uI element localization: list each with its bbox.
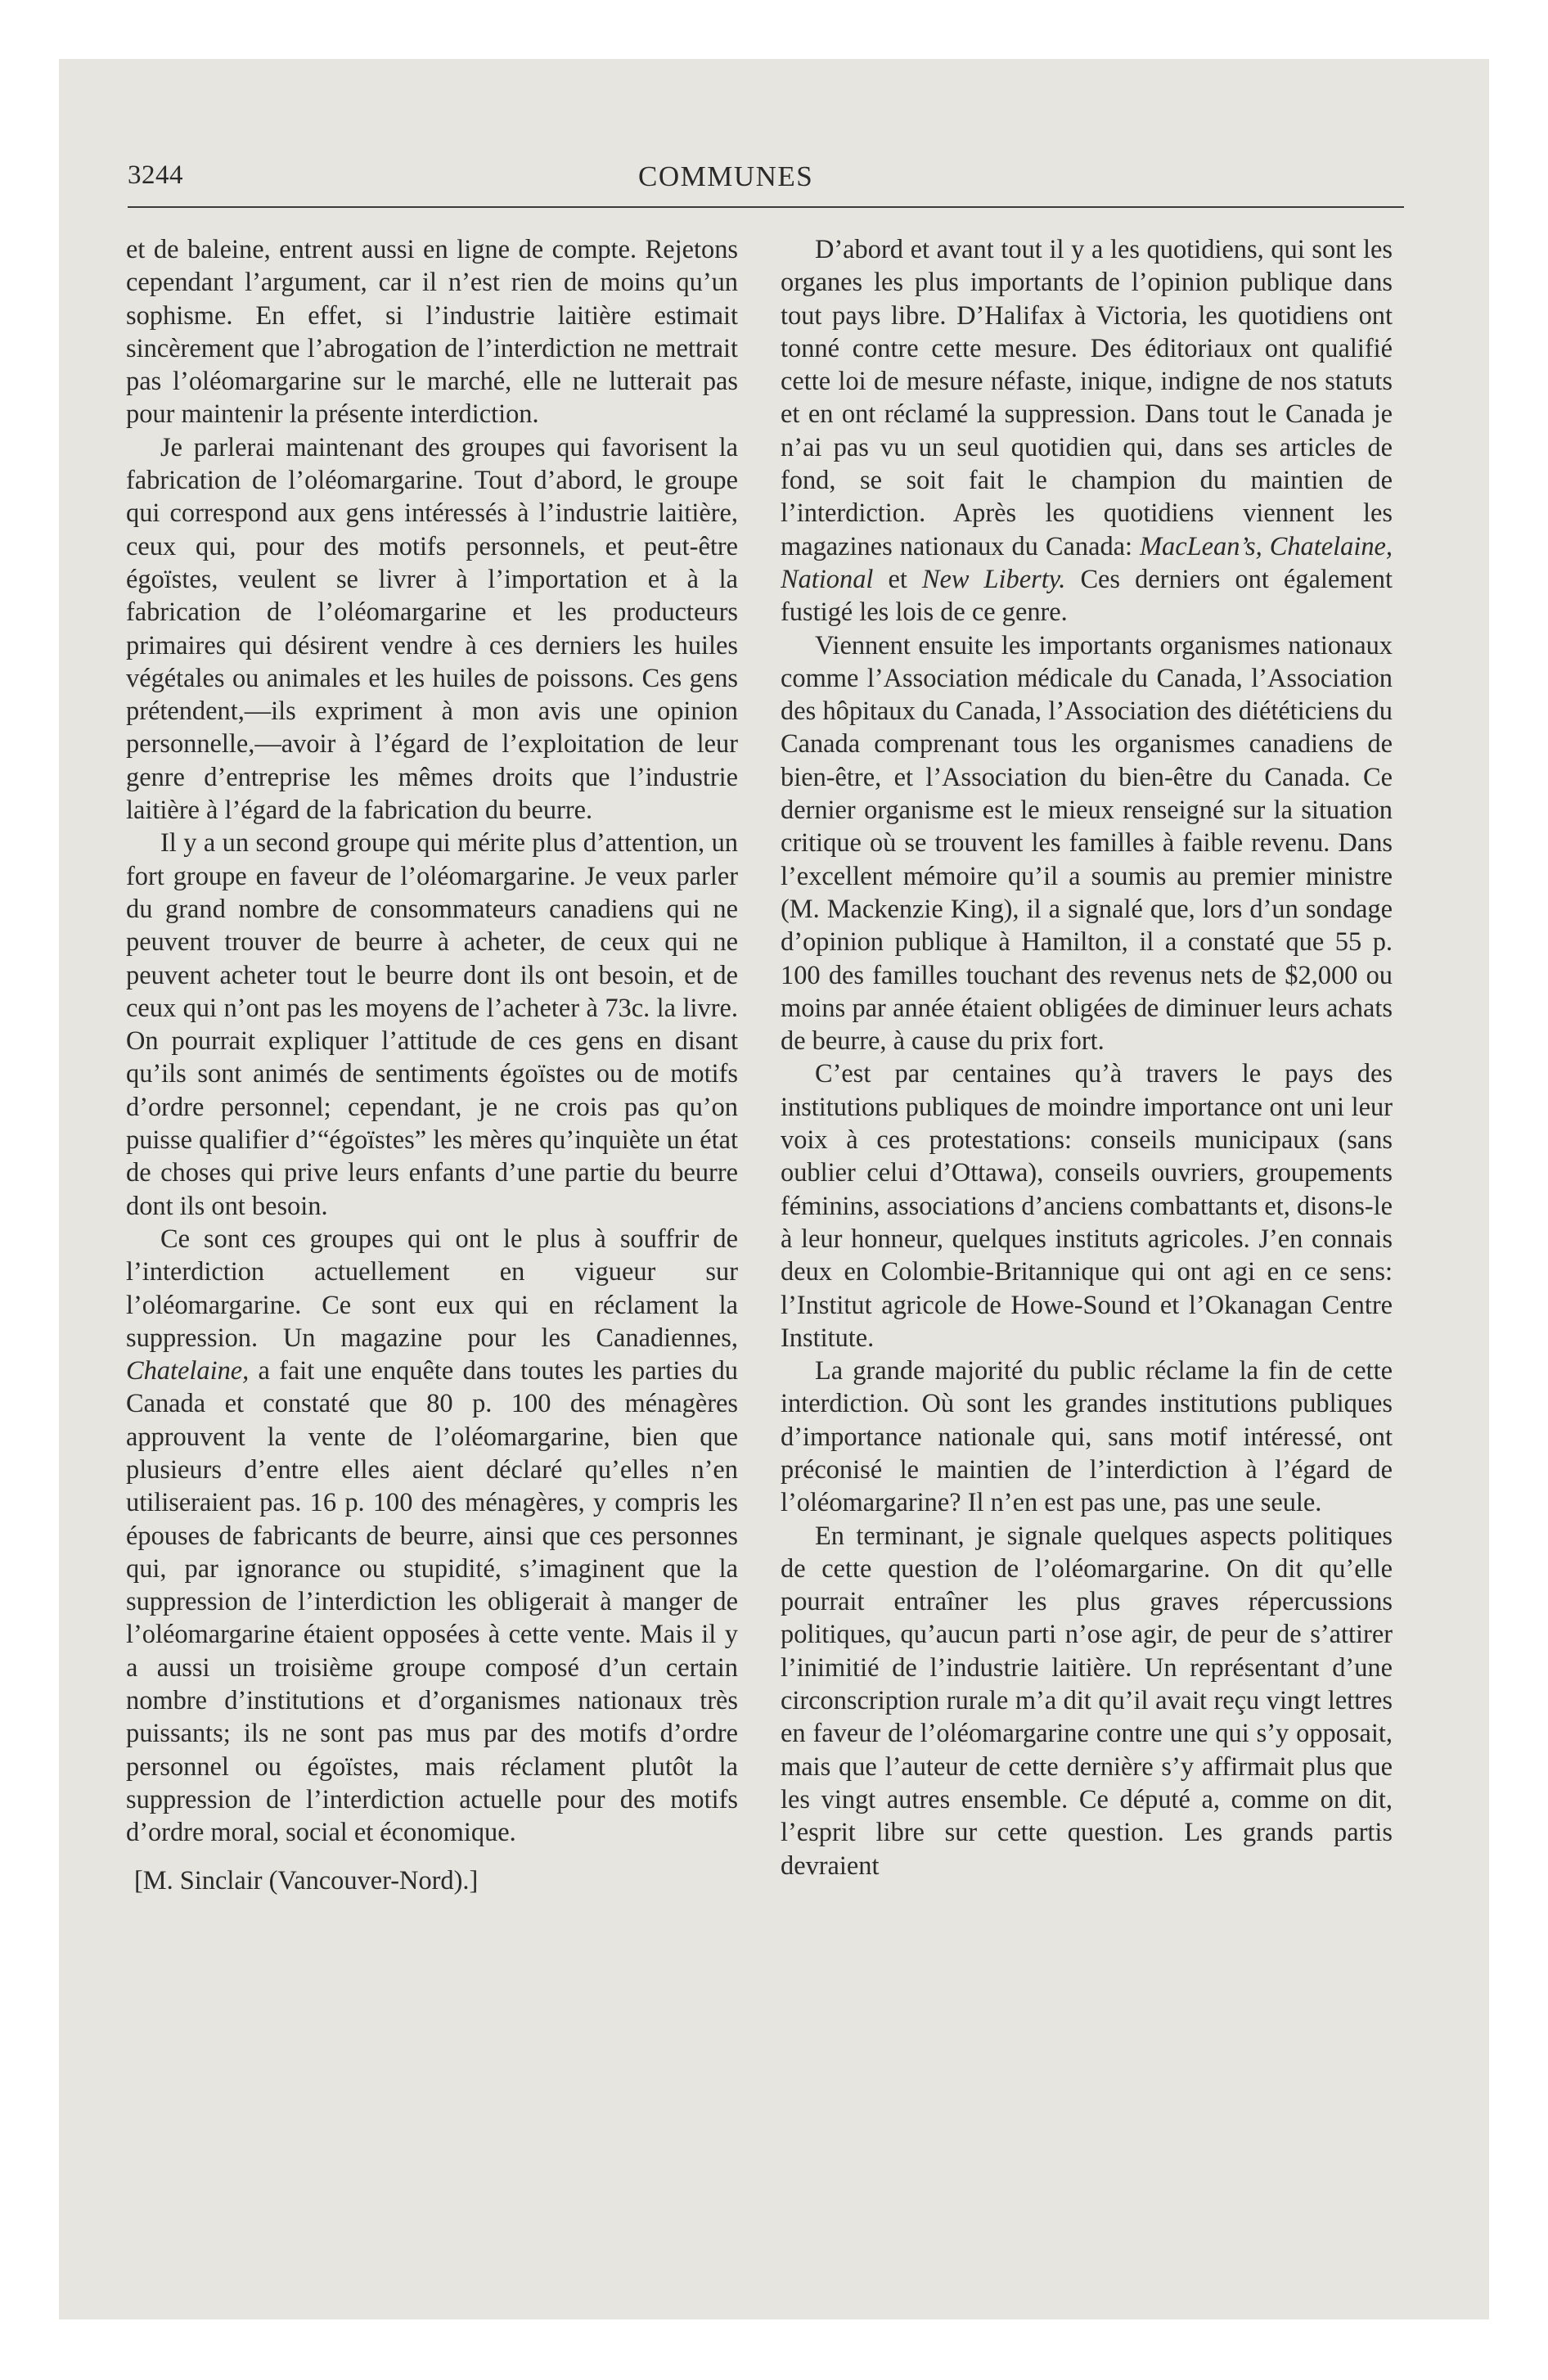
- running-head: COMMUNES: [638, 160, 814, 192]
- paragraph: [781, 233, 1393, 629]
- text-run: Ce sont ces groupes qui ont le plus à souffrir de l’interdiction actuellement en vigueur sur l’oléomargarine. Ce sont eux qui en réclament la suppression. Un magazine pour les Canadiennes,: [126, 1224, 738, 1353]
- paragraph: et de baleine, entrent aussi en ligne de compte. Rejetons cependant l’argument, car il n’est rien de moins qu’un sophisme. En effet, si l’industrie laitière estimait sincèrement que l’abrogation de l’interdiction ne mettrait pas l’oléomargarine sur le marché, elle ne lutterait pas pour maintenir la présente interdiction.: [126, 235, 738, 430]
- magazine-titles: MacLean’s, Chatelaine, National: [781, 531, 1393, 594]
- text-run: D’abord et avant tout il y a les quotidiens, qui sont les organes les plus importants de l’opinion publique dans tout pays libre. D’Halifax à Victoria, les quotidiens ont tonné contre cette mesure. Des éditoriaux ont qualifié cette loi de mesure néfaste, inique, indigne de nos statuts et en ont réclamé la suppression. Dans tout le Canada je n’ai pas vu un seul quotidien qui, dans ses articles de fond, se soit fait le champion du maintien de l’interdiction. Après les quotidiens viennent les magazines nationaux du Canada:: [781, 235, 1393, 561]
- paragraph: Viennent ensuite les importants organismes nationaux comme l’Association médicale du Canada, l’Association des hôpitaux du Canada, l’Association des diététiciens du Canada comprenant tous les organismes canadiens de bien-être, et l’Association du bien-être du Canada. Ce dernier organisme est le mieux renseigné sur la situation critique où se trouvent les familles à faible revenu. Dans l’excellent mémoire qu’il a soumis au premier ministre (M. Mackenzie King), il a signalé que, lors d’un sondage d’opinion publique à Hamilton, il a constaté que 55 p. 100 des familles touchant des revenus nets de $2,000 ou moins par année étaient obligées de diminuer leurs achats de beurre, à cause du prix fort.: [781, 630, 1393, 1057]
- right-column: [781, 233, 1393, 2222]
- left-column: [126, 233, 738, 2222]
- magazine-title: Chatelaine,: [126, 1356, 250, 1386]
- header-rule: [128, 206, 1404, 208]
- text-run: Ces derniers ont également fustigé les lois de ce genre.: [781, 564, 1393, 628]
- paragraph: La grande majorité du public réclame la fin de cette interdiction. Où sont les grandes institutions publiques d’importance nationale qui, sans motif intéressé, ont préconisé le maintien de l’interdiction à l’égard de l’oléomargarine? Il n’en est pas une, pas une seule.: [781, 1356, 1393, 1518]
- speaker-attribution: [M. Sinclair (Vancouver-Nord).]: [134, 1865, 479, 1895]
- text-run: et: [873, 564, 922, 594]
- text-run: a fait une enquête dans toutes les parties du Canada et constaté que 80 p. 100 des ménagères approuvent la vente de l’oléomargarine, bien que plusieurs d’entre elles aient déclaré qu’elles n’en utiliseraient pas. 16 p. 100 des ménagères, y compris les épouses de fabricants de beurre, ainsi que ces personnes qui, par ignorance ou stupidité, s’imaginent que la suppression de l’interdiction les obligerait à manger de l’oléomargarine étaient opposées à cette vente. Mais il y a aussi un troisième groupe composé d’un certain nombre d’institutions et d’organismes nationaux très puissants; ils ne sont pas mus par des motifs d’ordre personnel ou égoïstes, mais réclament plutôt la suppression de l’interdiction actuelle pour des motifs d’ordre moral, social et économique.: [126, 1356, 738, 1848]
- paragraph: Il y a un second groupe qui mérite plus d’attention, un fort groupe en faveur de l’oléomargarine. Je veux parler du grand nombre de consommateurs canadiens qui ne peuvent trouver de beurre à acheter, de ceux qui ne peuvent acheter tout le beurre dont ils ont besoin, et de ceux qui n’ont pas les moyens de l’acheter à 73c. la livre. On pourrait expliquer l’attitude de ces gens en disant qu’ils sont animés de sentiments égoïstes ou de motifs d’ordre personnel; cependant, je ne crois pas qu’on puisse qualifier d’“égoïstes” les mères qu’inquiète un état de choses qui prive leurs enfants d’une partie du beurre dont ils ont besoin.: [126, 828, 738, 1221]
- paragraph: [126, 1223, 738, 1850]
- paragraph: Je parlerai maintenant des groupes qui favorisent la fabrication de l’oléomargarine. Tout d’abord, le groupe qui correspond aux gens intéressés à l’industrie laitière, ceux qui, pour des motifs personnels, et peut-être égoïstes, veulent se livrer à l’importation et à la fabrication de l’oléomargarine et les producteurs primaires qui désirent vendre à ces derniers les huiles végétales ou animales et les huiles de poissons. Ces gens prétendent,—ils expriment à mon avis une opinion personnelle,—avoir à l’égard de l’exploitation de leur genre d’entreprise les mêmes droits que l’industrie laitière à l’égard de la fabrication du beurre.: [126, 432, 738, 826]
- page-number: 3244: [128, 160, 183, 190]
- paragraph: En terminant, je signale quelques aspects politiques de cette question de l’oléomargarine. On dit qu’elle pourrait entraîner les plus graves répercussions politiques, qu’aucun parti n’ose agir, de peur de s’attirer l’inimitié de l’industrie laitière. Un représentant d’une circonscription rurale m’a dit qu’il avait reçu vingt lettres en faveur de l’oléomargarine contre une qui s’y opposait, mais que l’auteur de cette dernière s’y affirmait plus que les vingt autres ensemble. Ce député a, comme on dit, l’esprit libre sur cette question. Les grands partis devraient: [781, 1521, 1393, 1881]
- paragraph: C’est par centaines qu’à travers le pays des institutions publiques de moindre importance ont uni leur voix à ces protestations: conseils municipaux (sans oublier celui d’Ottawa), conseils ouvriers, groupements féminins, associations d’anciens combattants et, disons-le à leur honneur, quelques instituts agricoles. J’en connais deux en Colombie-Britannique qui ont agi en ce sens: l’Institut agricole de Howe-Sound et l’Okanagan Centre Institute.: [781, 1059, 1393, 1353]
- magazine-title: New Liberty.: [921, 564, 1066, 594]
